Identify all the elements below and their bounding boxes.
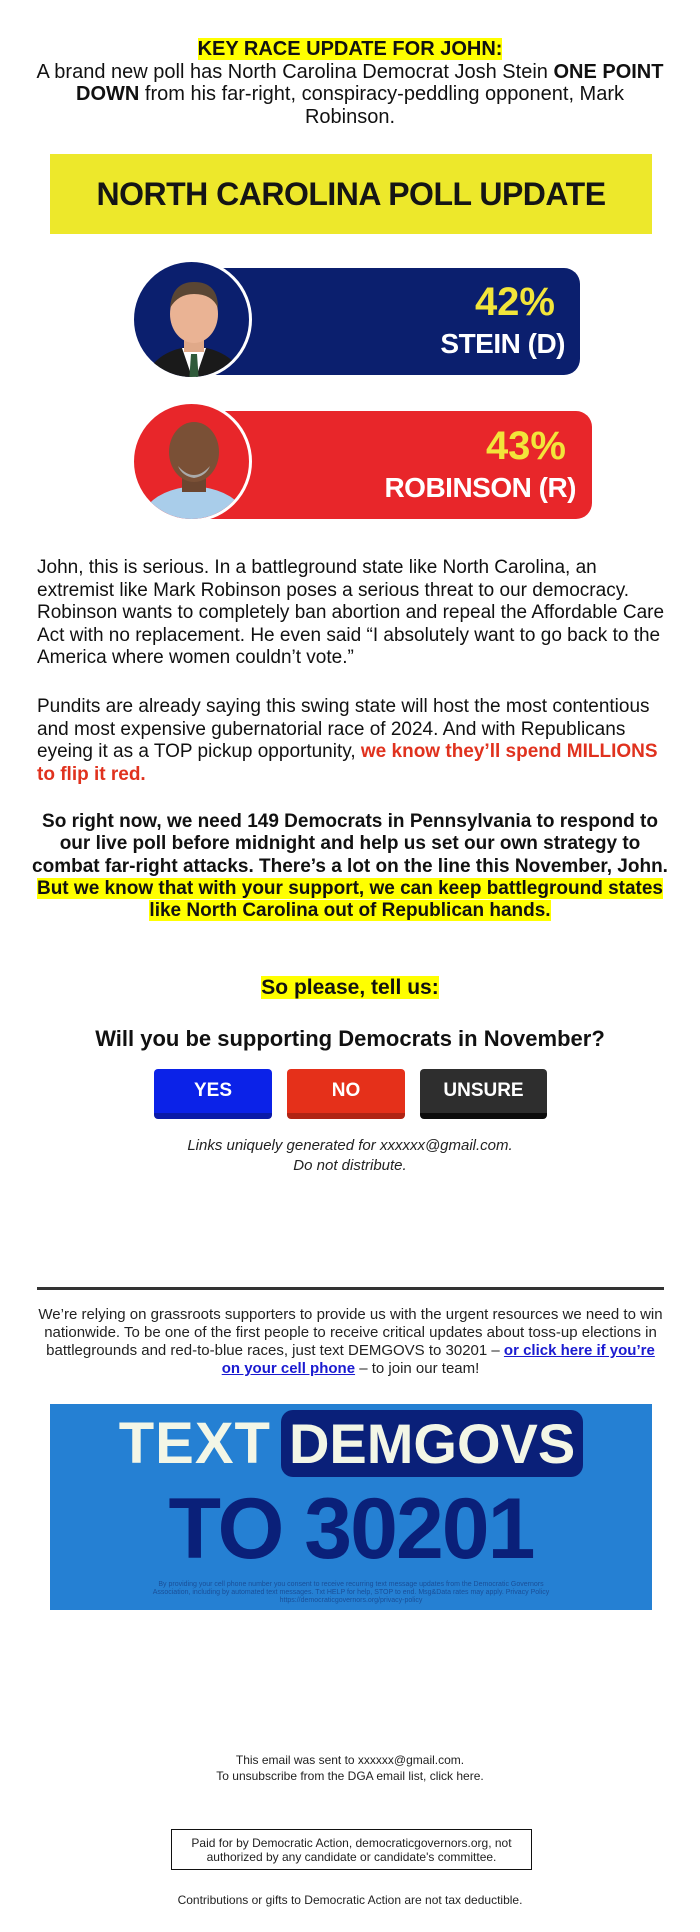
intro-part: A brand new poll has North Carolina Democrat Josh Stein	[36, 60, 554, 83]
kicker-heading: KEY RACE UPDATE FOR JOHN:	[197, 38, 503, 60]
sms-text-word: TEXT	[118, 1411, 271, 1476]
poll-question: Will you be supporting Democrats in November?	[95, 1026, 605, 1051]
unsure-button[interactable]: UNSURE	[420, 1069, 547, 1119]
intro-header	[30, 38, 670, 128]
paid-for-disclaimer	[171, 1829, 532, 1870]
sent-notice	[0, 1752, 700, 1784]
yes-button[interactable]: YES	[154, 1069, 272, 1119]
candidate-name: STEIN (D)	[440, 328, 565, 359]
candidate-photo-robinson	[131, 401, 252, 522]
poll-banner-title: NORTH CAROLINA POLL UPDATE	[96, 175, 606, 212]
sms-headline-row	[50, 1410, 652, 1477]
paragraph-highlight: But we know that with your support, we can keep battleground states like North Carolina out of Republican hands.	[36, 877, 664, 922]
paragraph-text: So right now, we need 149 Democrats in Pennsylvania to respond to our live poll before midnight and help us set our own strategy to combat far-right attacks. There’s a lot on the line this November, John.	[32, 811, 668, 877]
sms-fine-print: By providing your cell phone number you consent to receive recurring text message updates from the Democratic Governors Association, including by automated text messages. Txt HELP for help, STOP to end. Msg&Data rates may apply. Privacy Policy https://democraticgovernors.org/privacy-policy	[152, 1581, 550, 1604]
candidate-stein	[131, 259, 591, 383]
footer-text-part: We’re relying on grassroots supporters to provide us with the urgent resources we need to win nationwide. To be one of the first people to receive critical updates about toss-up elections in battlegrounds and red-to-blue races, just text DEMGOVS to 30201 –	[38, 1306, 663, 1359]
intro-text	[30, 61, 670, 129]
please-line	[0, 975, 700, 1001]
footer-text-part: – to join our team!	[355, 1360, 480, 1377]
candidate-percent: 43%	[485, 424, 566, 468]
paid-for-text: Paid for by Democratic Action, democraticgovernors.org, not authorized by any candidate or candidate's committee.	[191, 1835, 512, 1864]
no-button[interactable]: NO	[287, 1069, 405, 1119]
sent-to-text: This email was sent to xxxxxx@gmail.com.	[235, 1753, 465, 1767]
candidate-photo-stein	[131, 259, 252, 380]
contributions-disclaimer: Contributions or gifts to Democratic Action are not tax deductible.	[177, 1893, 523, 1907]
poll-banner	[50, 154, 652, 234]
candidate-percent: 42%	[474, 280, 555, 324]
paragraph-pundits	[37, 696, 667, 786]
sms-keyword: DEMGOVS	[281, 1410, 583, 1477]
paragraph-text: Pundits are already saying this swing state will host the most contentious and most expensive gubernatorial race of 2024. And with Republicans eyeing it as a TOP pickup opportunity,	[37, 696, 650, 762]
intro-part: from his far-right, conspiracy-peddling opponent, Mark Robinson.	[139, 83, 624, 128]
links-note-line: Links uniquely generated for xxxxxx@gmail.com.	[187, 1137, 513, 1154]
grassroots-text	[37, 1306, 664, 1378]
sms-number: TO 30201	[168, 1481, 534, 1577]
links-note	[0, 1136, 700, 1176]
please-text: So please, tell us:	[261, 976, 439, 999]
divider	[37, 1287, 664, 1290]
candidate-robinson	[131, 401, 601, 527]
paragraph-ask	[30, 811, 670, 922]
cell-phone-link[interactable]: or click here if you’re on your cell phone	[221, 1342, 655, 1377]
text-demgovs-banner[interactable]	[50, 1404, 652, 1610]
unsubscribe-link[interactable]: To unsubscribe from the DGA email list, click here.	[216, 1769, 484, 1783]
candidate-name: ROBINSON (R)	[384, 472, 576, 503]
paragraph-serious: John, this is serious. In a battleground state like North Carolina, an extremist like Mark Robinson poses a serious threat to our democracy. Robinson wants to completely ban abortion and repeal the Affordable Care Act with no replacement. He even said “I absolutely want to go back to the America where women couldn’t vote.”	[37, 557, 665, 668]
paragraph-red-emphasis: we know they’ll spend MILLIONS to flip it red.	[37, 741, 658, 785]
intro-bold: ONE POINT DOWN	[76, 60, 664, 105]
links-note-line: Do not distribute.	[293, 1157, 407, 1174]
